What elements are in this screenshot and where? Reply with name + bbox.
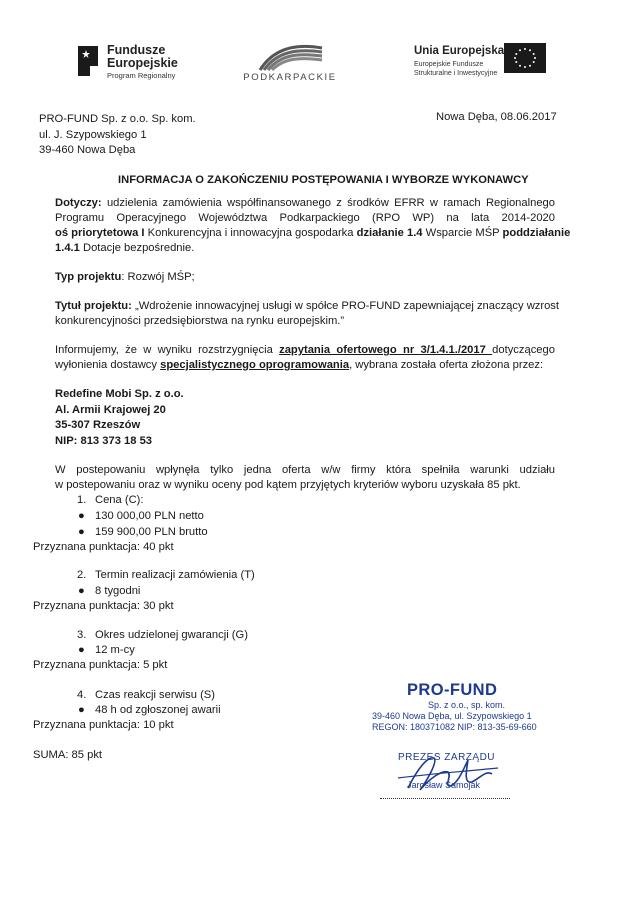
project-title-label: Tytuł projektu: bbox=[55, 300, 132, 312]
criterion-2-label: Termin realizacji zamówienia (T) bbox=[95, 569, 255, 581]
document-date: Nowa Dęba, 08.06.2017 bbox=[436, 111, 557, 123]
dotyczy-text-3a: Konkurencyjna i innowacyjna gospodarka bbox=[144, 227, 357, 239]
criterion-4-bullet-1: 48 h od zgłoszonej awarii bbox=[95, 704, 221, 716]
criterion-3-label: Okres udzielonej gwarancji (G) bbox=[95, 629, 248, 641]
summary-line-1: W postepowaniu wpłynęła tylko jedna oferta w/w firmy która spełniła warunki udziału bbox=[55, 464, 555, 476]
flag-stars-icon bbox=[76, 44, 102, 78]
summary-line-2: w postepowaniu oraz w wyniku oceny pod kątem przyjętych kryteriów wyboru uzyskała 85 pkt. bbox=[55, 479, 521, 491]
fe-logo-subtitle: Program Regionalny bbox=[107, 71, 176, 80]
criterion-1-bullet-2: 159 900,00 PLN brutto bbox=[95, 526, 208, 538]
project-title-text-1: „Wdrożenie innowacyjnej usługi w spółce PRO-FUND zapewniającej znaczący wzrost bbox=[131, 300, 560, 312]
criterion-2-num: 2. bbox=[77, 569, 87, 581]
bullet-icon: ● bbox=[78, 585, 85, 597]
handwritten-signature-icon bbox=[368, 748, 528, 798]
criterion-4-num: 4. bbox=[77, 689, 87, 701]
inform-line-1 bbox=[55, 343, 555, 358]
bullet-icon: ● bbox=[78, 526, 85, 538]
stripes-arc-icon bbox=[240, 40, 332, 74]
dotyczy-os: oś priorytetowa I bbox=[55, 227, 145, 239]
dotyczy-line-4 bbox=[55, 241, 194, 256]
criterion-2-bullet-1: 8 tygodni bbox=[95, 585, 141, 597]
sender-line-3: 39-460 Nowa Dęba bbox=[39, 144, 136, 156]
dotyczy-line-2: Programu Operacyjnego Województwa Podkarpackiego (RPO WP) na lata 2014-2020 bbox=[55, 212, 555, 224]
inform-text-2c: , wybrana została oferta złożona przez: bbox=[349, 359, 544, 371]
winner-name: Redefine Mobi Sp. z o.o. bbox=[55, 388, 184, 400]
dotyczy-poddzialanie: poddziałanie bbox=[502, 227, 571, 239]
criterion-1-num: 1. bbox=[77, 494, 87, 506]
bullet-icon: ● bbox=[78, 704, 85, 716]
inquiry-reference: zapytania ofertowego nr 3/1.4.1./2017 bbox=[279, 344, 493, 356]
document-title: INFORMACJA O ZAKOŃCZENIU POSTĘPOWANIA I WYBORZE WYKONAWCY bbox=[118, 174, 529, 186]
winner-street: Al. Armii Krajowej 20 bbox=[55, 404, 166, 416]
winner-nip: NIP: 813 373 18 53 bbox=[55, 435, 153, 447]
fe-logo-title bbox=[107, 44, 178, 70]
project-type bbox=[55, 270, 195, 285]
criterion-3-score: Przyznana punktacja: 5 pkt bbox=[33, 659, 168, 671]
project-title-line-2: konkurencyjności przedsiębiorstwa na rynku europejskim.” bbox=[55, 315, 345, 327]
winner-city: 35-307 Rzeszów bbox=[55, 419, 141, 431]
criterion-1-bullet-1: 130 000,00 PLN netto bbox=[95, 510, 204, 522]
criterion-3-num: 3. bbox=[77, 629, 87, 641]
inform-line-2 bbox=[55, 358, 543, 373]
fe-title-line1: Fundusze bbox=[107, 43, 166, 57]
criterion-2-score: Przyznana punktacja: 30 pkt bbox=[33, 600, 174, 612]
sender-line-1: PRO-FUND Sp. z o.o. Sp. kom. bbox=[39, 113, 196, 125]
stamp-address: 39-460 Nowa Dęba, ul. Szypowskiego 1 bbox=[372, 711, 532, 721]
project-type-value: : Rozwój MŚP; bbox=[121, 271, 195, 283]
dotyczy-line-1 bbox=[55, 196, 555, 211]
sender-line-2: ul. J. Szypowskiego 1 bbox=[39, 129, 147, 141]
total-score: SUMA: 85 pkt bbox=[33, 749, 103, 761]
stamp-company-name: PRO-FUND bbox=[407, 681, 498, 699]
inform-text-2a: wyłonienia dostawcy bbox=[55, 359, 161, 371]
stamp-person: Jarosław Samojak bbox=[407, 780, 481, 790]
criterion-1-score: Przyznana punktacja: 40 pkt bbox=[33, 541, 174, 553]
dotyczy-text-1: udzielenia zamówienia współfinansowanego z środków EFRR w ramach Regionalnego bbox=[106, 197, 556, 209]
criterion-1-label: Cena (C): bbox=[95, 494, 144, 506]
bullet-icon: ● bbox=[78, 644, 85, 656]
signature-dotted-line bbox=[380, 797, 510, 799]
software-subject: specjalistycznego oprogramowania bbox=[160, 359, 350, 371]
project-title-line-1 bbox=[55, 299, 559, 314]
criterion-4-score: Przyznana punktacja: 10 pkt bbox=[33, 719, 174, 731]
fe-title-line2: Europejskie bbox=[107, 56, 178, 70]
ue-title: Unia Europejska bbox=[414, 45, 505, 57]
inform-text-1a: Informujemy, że w wyniku rozstrzygnięcia bbox=[55, 344, 280, 356]
bullet-icon: ● bbox=[78, 510, 85, 522]
dotyczy-text-4: Dotacje bezpośrednie. bbox=[79, 242, 195, 254]
eu-flag-icon bbox=[504, 43, 546, 73]
project-type-label: Typ projektu bbox=[55, 271, 122, 283]
dotyczy-141: 1.4.1 bbox=[55, 242, 80, 254]
dotyczy-line-3 bbox=[55, 226, 571, 241]
dotyczy-dzialanie: działanie 1.4 bbox=[356, 227, 423, 239]
inform-text-1c: dotyczącego bbox=[492, 344, 555, 356]
criterion-3-bullet-1: 12 m-cy bbox=[95, 644, 135, 656]
dotyczy-text-3b: Wsparcie MŚP bbox=[422, 227, 503, 239]
stamp-position: PREZES ZARZĄDU bbox=[398, 752, 496, 763]
stamp-regon-nip: REGON: 180371082 NIP: 813-35-69-660 bbox=[372, 722, 537, 732]
criterion-4-label: Czas reakcji serwisu (S) bbox=[95, 689, 215, 701]
stamp-legal-form: Sp. z o.o., sp. kom. bbox=[428, 700, 506, 710]
ue-subtitle-2: Strukturalne i Inwestycyjne bbox=[414, 70, 498, 77]
dotyczy-label: Dotyczy: bbox=[55, 197, 102, 209]
ue-subtitle-1: Europejskie Fundusze bbox=[414, 61, 484, 68]
podkarpackie-text: PODKARPACKIE bbox=[243, 72, 337, 83]
